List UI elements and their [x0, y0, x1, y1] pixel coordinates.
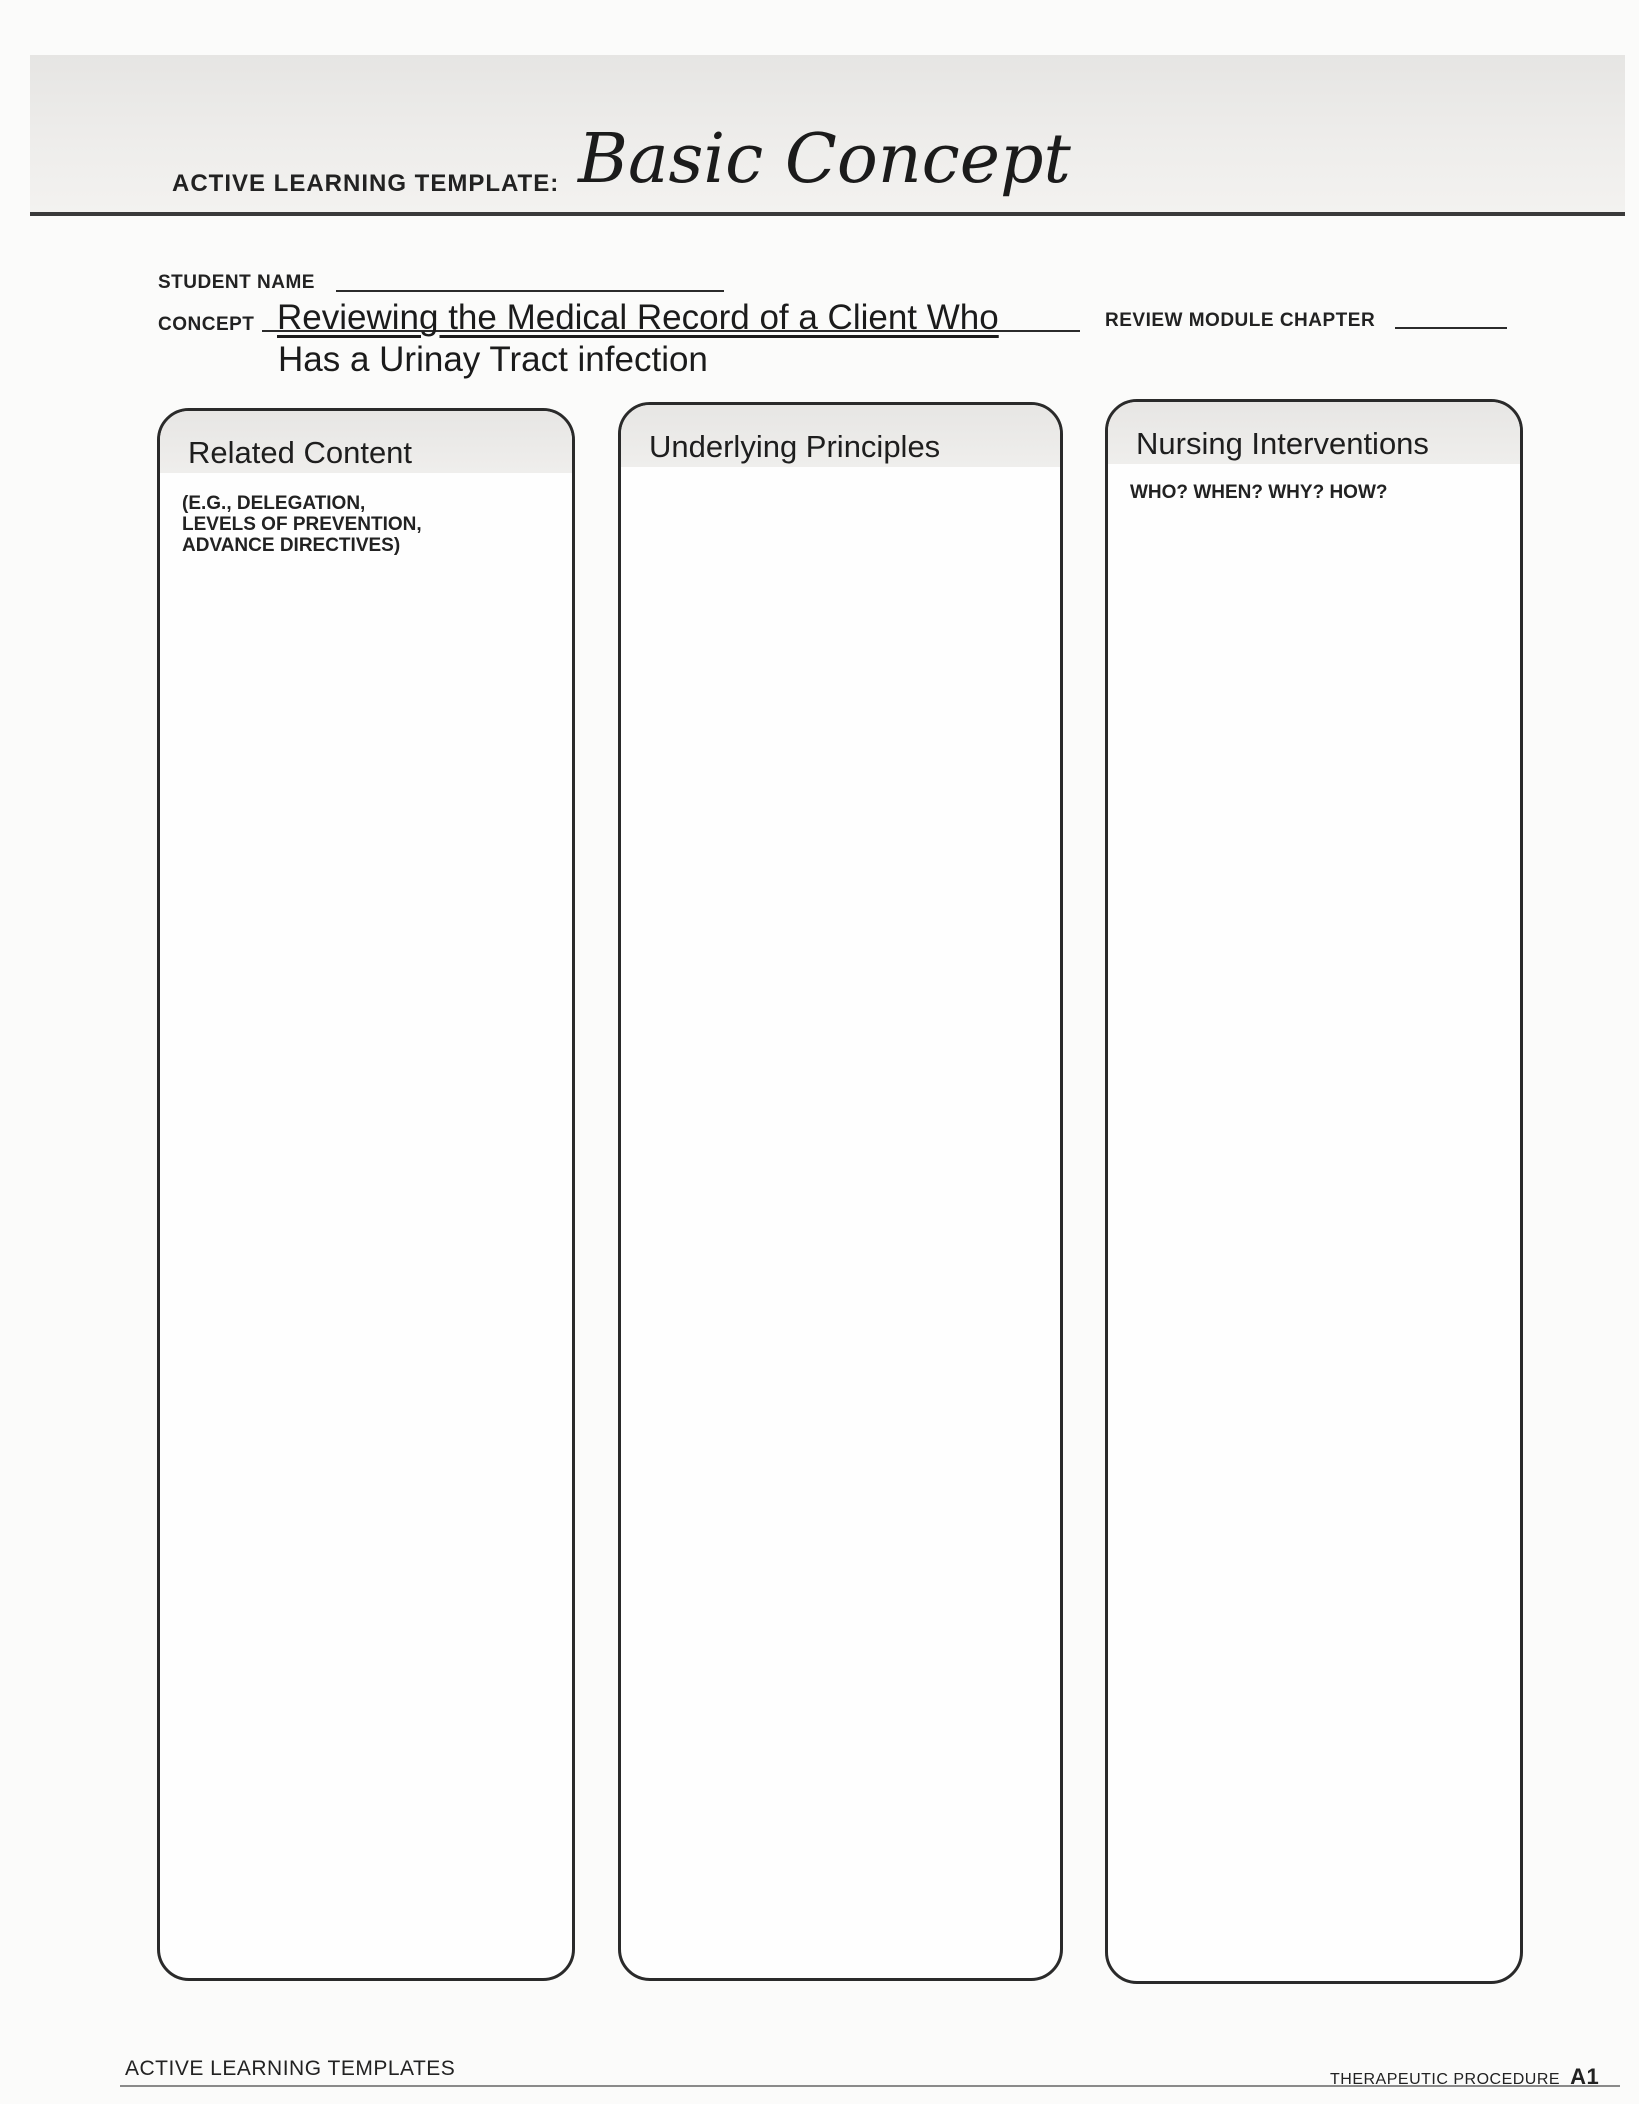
nursing-interventions-title: Nursing Interventions: [1136, 426, 1429, 461]
header-rule: [30, 212, 1625, 216]
review-module-chapter-label: REVIEW MODULE CHAPTER: [1105, 310, 1376, 331]
related-content-title: Related Content: [188, 435, 413, 470]
related-content-panel[interactable]: [157, 408, 575, 1981]
nursing-interventions-panel[interactable]: [1105, 399, 1523, 1984]
footer-right: [1330, 2064, 1599, 2090]
subtitle-line: LEVELS OF PREVENTION,: [182, 514, 422, 535]
underlying-principles-panel[interactable]: [618, 402, 1063, 1981]
student-name-field[interactable]: [336, 290, 724, 292]
subtitle-line: ADVANCE DIRECTIVES): [182, 535, 401, 556]
page-number: A1: [1570, 2064, 1600, 2089]
subtitle-line: WHO? WHEN? WHY? HOW?: [1130, 482, 1388, 503]
related-content-subtitle: [182, 493, 422, 556]
template-title: Basic Concept: [578, 120, 1071, 199]
subtitle-line: (E.G., DELEGATION,: [182, 493, 366, 514]
template-label: ACTIVE LEARNING TEMPLATE:: [172, 170, 560, 197]
nursing-interventions-subtitle: [1130, 482, 1388, 503]
concept-value-line1: Reviewing the Medical Record of a Client Who: [277, 298, 999, 337]
review-module-chapter-field[interactable]: [1395, 327, 1507, 329]
underlying-principles-title: Underlying Principles: [649, 429, 941, 464]
student-name-label: STUDENT NAME: [158, 272, 315, 293]
footer-left: ACTIVE LEARNING TEMPLATES: [125, 2057, 456, 2080]
concept-value-line2: Has a Urinay Tract infection: [278, 340, 708, 379]
concept-label: CONCEPT: [158, 314, 255, 335]
footer-section: THERAPEUTIC PROCEDURE: [1330, 2071, 1561, 2088]
